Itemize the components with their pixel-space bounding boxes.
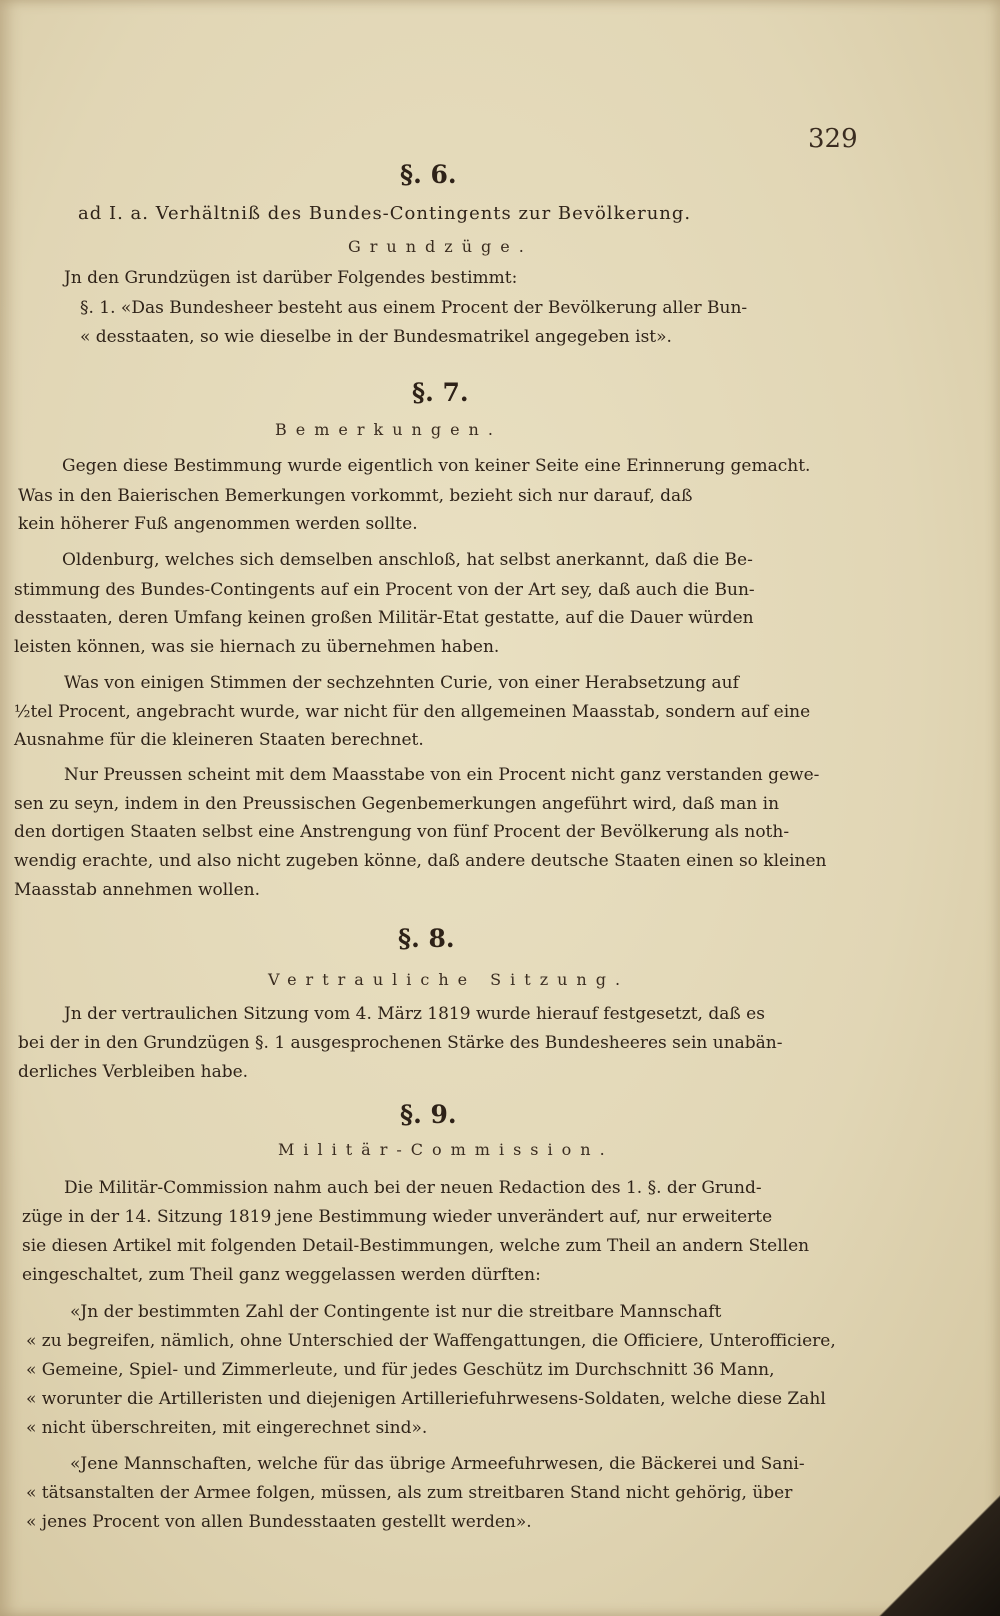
text-line: züge in der 14. Sitzung 1819 jene Bestimmung wieder unverändert auf, nur erweiterte [22, 1207, 773, 1227]
text-line: « desstaaten, so wie dieselbe in der Bundesmatrikel angegeben ist». [80, 327, 672, 347]
section-6-heading: §. 6. [400, 160, 457, 189]
section-8-subheading: Vertrauliche Sitzung. [268, 970, 630, 989]
text-line: «Jene Mannschaften, welche für das übrige Armeefuhrwesen, die Bäckerei und Sani- [70, 1454, 805, 1474]
text-line: den dortigen Staaten selbst eine Anstrengung von fünf Procent der Bevölkerung als noth- [14, 822, 790, 842]
text-line: « tätsanstalten der Armee folgen, müssen, als zum streitbaren Stand nicht gehörig, über [26, 1483, 793, 1503]
text-line: Maasstab annehmen wollen. [14, 880, 261, 900]
text-line: « jenes Procent von allen Bundesstaaten gestellt werden». [26, 1512, 532, 1532]
text-line: Jn der vertraulichen Sitzung vom 4. März 1819 wurde hierauf festgesetzt, daß es [64, 1004, 765, 1024]
text-line: Die Militär-Commission nahm auch bei der neuen Redaction des 1. §. der Grund- [64, 1178, 762, 1198]
section-9-heading: §. 9. [400, 1100, 457, 1129]
text-line: « zu begreifen, nämlich, ohne Unterschied der Waffengattungen, die Officiere, Unterofficiere, [26, 1331, 836, 1351]
text-line: ½tel Procent, angebracht wurde, war nicht für den allgemeinen Maasstab, sondern auf eine [14, 702, 811, 722]
section-8-heading: §. 8. [398, 924, 455, 953]
text-line: Was von einigen Stimmen der sechzehnten Curie, von einer Herabsetzung auf [64, 673, 739, 693]
text-line: « worunter die Artilleristen und diejenigen Artilleriefuhrwesens-Soldaten, welche diese Zahl [26, 1389, 826, 1409]
text-line: Was in den Baierischen Bemerkungen vorkommt, bezieht sich nur darauf, daß [18, 486, 693, 506]
text-line: « nicht überschreiten, mit eingerechnet sind». [26, 1418, 428, 1438]
section-9-subheading: Militär-Commission. [278, 1140, 614, 1159]
text-line: Nur Preussen scheint mit dem Maasstabe von ein Procent nicht ganz verstanden gewe- [64, 765, 820, 785]
text-line: « Gemeine, Spiel- und Zimmerleute, und für jedes Geschütz im Durchschnitt 36 Mann, [26, 1360, 775, 1380]
text-line: Jn den Grundzügen ist darüber Folgendes bestimmt: [64, 268, 518, 288]
text-line: sen zu seyn, indem in den Preussischen Gegenbemerkungen angeführt wird, daß man in [14, 794, 780, 814]
text-line: desstaaten, deren Umfang keinen großen Militär-Etat gestatte, auf die Dauer würden [14, 608, 754, 628]
text-line: derliches Verbleiben habe. [18, 1062, 249, 1082]
text-line: kein höherer Fuß angenommen werden sollte. [18, 514, 418, 534]
page-corner-shadow [860, 1486, 1000, 1616]
text-line: sie diesen Artikel mit folgenden Detail-Bestimmungen, welche zum Theil an andern Stellen [22, 1236, 810, 1256]
text-line: bei der in den Grundzügen §. 1 ausgesprochenen Stärke des Bundesheeres sein unabän- [18, 1033, 783, 1053]
text-line: Oldenburg, welches sich demselben anschloß, hat selbst anerkannt, daß die Be- [62, 550, 753, 570]
text-line: Ausnahme für die kleineren Staaten berechnet. [14, 730, 424, 750]
text-line: wendig erachte, und also nicht zugeben könne, daß andere deutsche Staaten einen so kleinen [14, 851, 827, 871]
section-7-heading: §. 7. [412, 378, 469, 407]
text-line: §. 1. «Das Bundesheer besteht aus einem Procent der Bevölkerung aller Bun- [80, 298, 748, 318]
text-line: «Jn der bestimmten Zahl der Contingente ist nur die streitbare Mannschaft [70, 1302, 722, 1322]
page-number: 329 [808, 124, 858, 154]
text-line: leisten können, was sie hiernach zu übernehmen haben. [14, 637, 500, 657]
text-line: eingeschaltet, zum Theil ganz weggelassen werden dürften: [22, 1265, 541, 1285]
section-7-subheading: Bemerkungen. [275, 420, 502, 439]
section-6-title: ad I. a. Verhältniß des Bundes-Contingents zur Bevölkerung. [78, 203, 692, 224]
text-line: Gegen diese Bestimmung wurde eigentlich von keiner Seite eine Erinnerung gemacht. [62, 456, 811, 476]
text-line: stimmung des Bundes-Contingents auf ein Procent von der Art sey, daß auch die Bun- [14, 580, 755, 600]
section-6-subheading: Grundzüge. [348, 237, 533, 256]
